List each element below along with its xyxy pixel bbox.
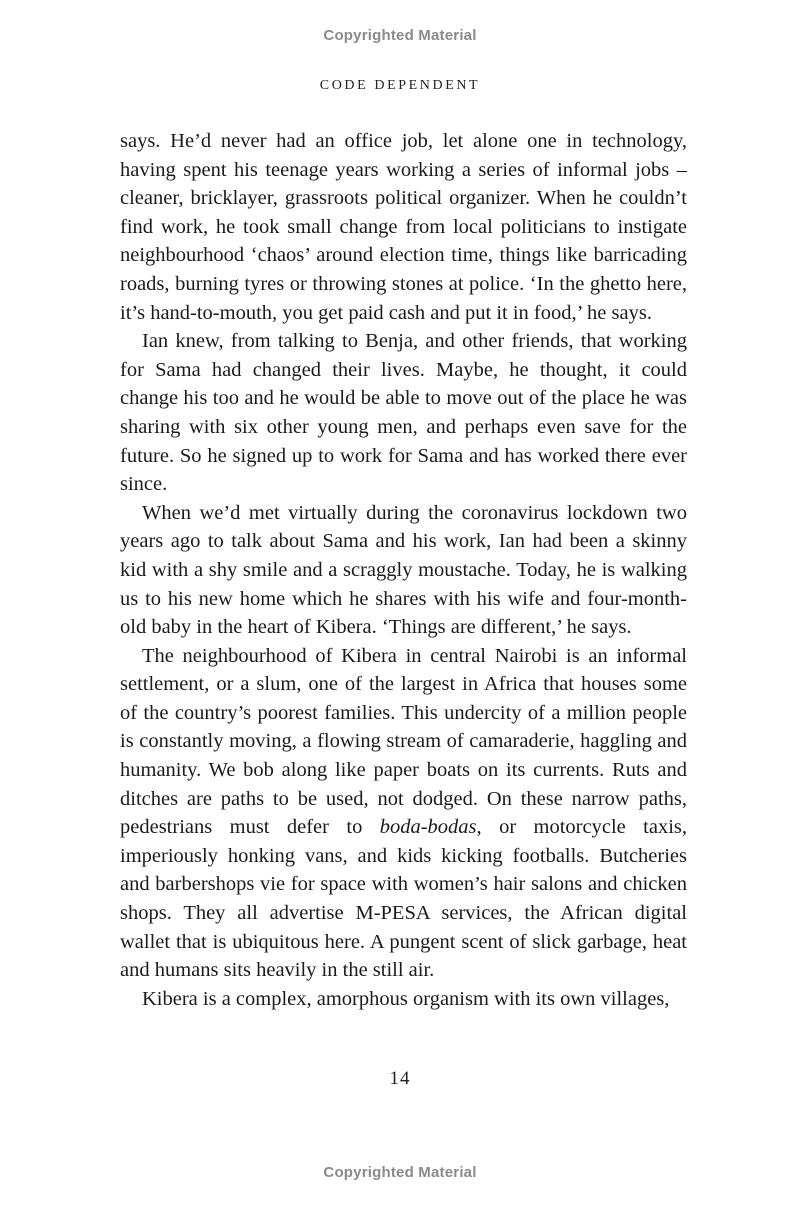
copyright-watermark-bottom: Copyrighted Material bbox=[323, 1164, 477, 1181]
paragraph-4-text-a: The neighbourhood of Kibera in central Nairobi is an informal settlement, or a slum, one of the largest in Africa that houses some of the country’s poorest families. This undercity of a million people is constantly moving, a flowing stream of camaraderie, haggling and humanity. We bob along like paper boats on its currents. Ruts and ditches are paths to be used, not dodged. On these narrow paths, pedestrians must defer to bbox=[120, 644, 687, 839]
paragraph-3-text: When we’d met virtually during the coronavirus lockdown two years ago to talk about Sama and his work, Ian had been a skinny kid with a shy smile and a scraggly moustache. Today, he is walking us to his new home which he shares with his wife and four-month-old baby in the heart of Kibera. ‘Things are different,’ he says. bbox=[120, 501, 687, 639]
paragraph-4-text-b: , or motorcycle taxis, imperiously honking vans, and kids kicking footballs. Butcheries and barbershops vie for space with women’s hair salons and chicken shops. They all advertise M-PESA services, the African digital wallet that is ubiquitous here. A pungent scent of slick garbage, heat and humans sits heavily in the still air. bbox=[120, 816, 687, 982]
paragraph-4-italic-term: boda-bodas bbox=[379, 816, 477, 839]
paragraph-5-text: Kibera is a complex, amorphous organism with its own villages, bbox=[142, 987, 670, 1010]
paragraph-2 bbox=[120, 327, 687, 499]
paragraph-1 bbox=[120, 127, 687, 327]
body-text bbox=[120, 127, 687, 1013]
copyright-watermark-top: Copyrighted Material bbox=[323, 27, 477, 44]
running-head: CODE DEPENDENT bbox=[319, 78, 481, 93]
page-number: 14 bbox=[389, 1068, 411, 1089]
paragraph-4 bbox=[120, 642, 687, 985]
paragraph-5 bbox=[120, 985, 687, 1014]
paragraph-3 bbox=[120, 499, 687, 642]
paragraph-2-text: Ian knew, from talking to Benja, and other friends, that working for Sama had changed their lives. Maybe, he thought, it could change his too and he would be able to move out of the place he was sharing with six other young men, and perhaps even save for the future. So he signed up to work for Sama and has worked there ever since. bbox=[120, 330, 687, 496]
paragraph-1-text: says. He’d never had an office job, let alone one in technology, having spent his teenage years working a series of informal jobs – cleaner, bricklayer, grassroots political organizer. When he couldn’t find work, he took small change from local politicians to instigate neighbourhood ‘chaos’ around election time, things like barricading roads, burning tyres or throwing stones at police. ‘In the ghetto here, it’s hand-to-mouth, you get paid cash and put it in food,’ he says. bbox=[120, 130, 687, 324]
